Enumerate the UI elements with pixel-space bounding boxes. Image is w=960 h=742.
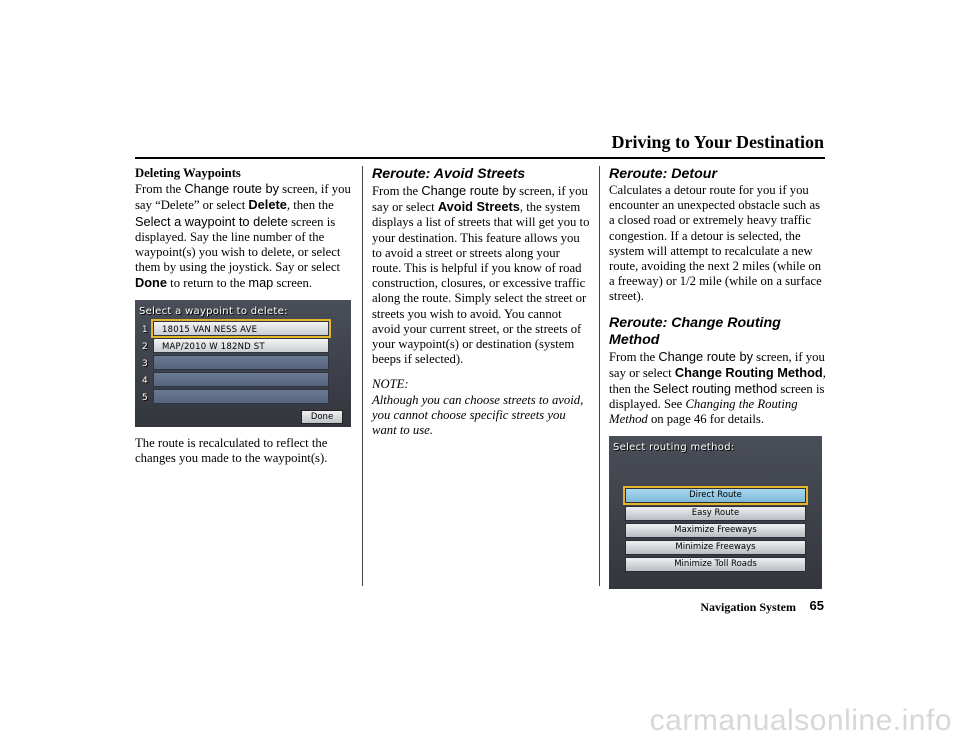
column-detour-routing bbox=[609, 166, 827, 589]
note-text: Although you can choose streets to avoid, you cannot choose specific streets you want to use. bbox=[372, 392, 584, 438]
text-run: screen, if you say “Delete” or select bbox=[135, 182, 351, 213]
row-number: 5 bbox=[142, 392, 148, 403]
avoid-streets-paragraph bbox=[372, 183, 590, 367]
option-direct-route[interactable]: Direct Route bbox=[625, 488, 806, 503]
text-run: , then the bbox=[609, 365, 826, 397]
text-run: on page 46 for details. bbox=[647, 412, 765, 427]
page-number: 65 bbox=[809, 598, 824, 613]
note-label: NOTE: bbox=[372, 377, 409, 392]
screen-name: Select a waypoint to delete bbox=[135, 213, 288, 229]
column-deleting-waypoints bbox=[135, 166, 351, 466]
command-name: Done bbox=[135, 275, 167, 291]
option-minimize-toll-roads[interactable]: Minimize Toll Roads bbox=[625, 557, 806, 572]
option-maximize-freeways[interactable]: Maximize Freeways bbox=[625, 523, 806, 538]
watermark: carmanualsonline.info bbox=[649, 704, 952, 737]
recalculated-paragraph: The route is recalculated to reflect the changes you made to the waypoint(s). bbox=[135, 435, 328, 465]
text-run: From the bbox=[609, 349, 659, 364]
screen-header: Select a waypoint to delete: bbox=[139, 305, 288, 317]
option-easy-route[interactable]: Easy Route bbox=[625, 506, 806, 521]
command-name: Change Routing Method bbox=[674, 364, 823, 380]
text-run: to return to the bbox=[167, 276, 249, 291]
section-heading-deleting-waypoints: Deleting Waypoints bbox=[135, 166, 241, 180]
text-run: screen, if you say or select bbox=[609, 349, 825, 380]
text-run: From the bbox=[372, 184, 422, 198]
deleting-waypoints-paragraph bbox=[135, 181, 351, 291]
screen-header: Select routing method: bbox=[613, 441, 735, 453]
screen-name: Change route by bbox=[184, 181, 279, 197]
text-run: screen is displayed. Say the line number of the waypoint(s) you wish to delete, or select them by using the joystick. Say or select bbox=[135, 214, 341, 275]
waypoint-row[interactable] bbox=[153, 389, 329, 404]
row-number: 3 bbox=[142, 358, 148, 369]
footer-label: Navigation System bbox=[700, 600, 796, 614]
command-name: Delete bbox=[248, 197, 287, 213]
cross-reference: Changing the Routing Method bbox=[609, 397, 798, 427]
command-name: Avoid Streets bbox=[437, 199, 520, 215]
section-heading-avoid-streets: Reroute: Avoid Streets bbox=[372, 166, 526, 182]
text-run: , then the bbox=[286, 198, 334, 213]
column-divider-1 bbox=[362, 166, 363, 586]
waypoint-text: MAP/2010 W 182ND ST bbox=[162, 341, 265, 352]
title-rule bbox=[135, 157, 825, 159]
option-minimize-freeways[interactable]: Minimize Freeways bbox=[625, 540, 806, 555]
screen-name: Change route by bbox=[421, 183, 516, 198]
waypoint-row[interactable] bbox=[153, 321, 329, 336]
detour-paragraph: Calculates a detour route for you if you encounter an unexpected obstacle such as a closed road or extremely heavy traffic congestion. If a detour is selected, the system will attempt to recalculate a new route, avoiding the next 2 miles (while on a freeway) or 1/2 mile (while on a surface street). bbox=[609, 183, 822, 304]
text-run: screen is displayed. See bbox=[609, 382, 825, 412]
screen-name: map bbox=[248, 275, 274, 291]
screen-name: Change route by bbox=[658, 348, 753, 364]
section-heading-change-routing: Reroute: Change Routing Method bbox=[609, 314, 781, 348]
text-run: screen, if you say or select bbox=[372, 184, 588, 215]
screen-name: Select routing method bbox=[652, 381, 778, 397]
waypoint-row[interactable] bbox=[153, 338, 329, 353]
done-button[interactable]: Done bbox=[301, 410, 343, 424]
row-number: 4 bbox=[142, 375, 148, 386]
waypoint-row[interactable] bbox=[153, 355, 329, 370]
text-run: From the bbox=[135, 182, 185, 197]
page-title: Driving to Your Destination bbox=[611, 132, 824, 152]
row-number: 2 bbox=[142, 341, 148, 352]
routing-method-screenshot bbox=[609, 436, 822, 589]
waypoint-row[interactable] bbox=[153, 372, 329, 387]
change-routing-paragraph bbox=[609, 349, 827, 428]
column-avoid-streets bbox=[372, 166, 590, 438]
waypoint-delete-screenshot bbox=[135, 300, 351, 427]
section-heading-detour: Reroute: Detour bbox=[609, 166, 717, 182]
text-run: , the system displays a list of streets that will get you to your destination. This feature allows you to avoid a street or streets along your route. This is helpful if you know of road construction, closures, or excessive traffic along the route. Simply select the street or streets you wish to avoid. You cannot avoid your current street, or the streets of your waypoint(s) or destination (system beeps if selected). bbox=[372, 200, 590, 367]
text-run: screen. bbox=[273, 276, 313, 291]
waypoint-text: 18015 VAN NESS AVE bbox=[162, 324, 258, 335]
row-number: 1 bbox=[142, 324, 148, 335]
column-divider-2 bbox=[599, 166, 600, 586]
